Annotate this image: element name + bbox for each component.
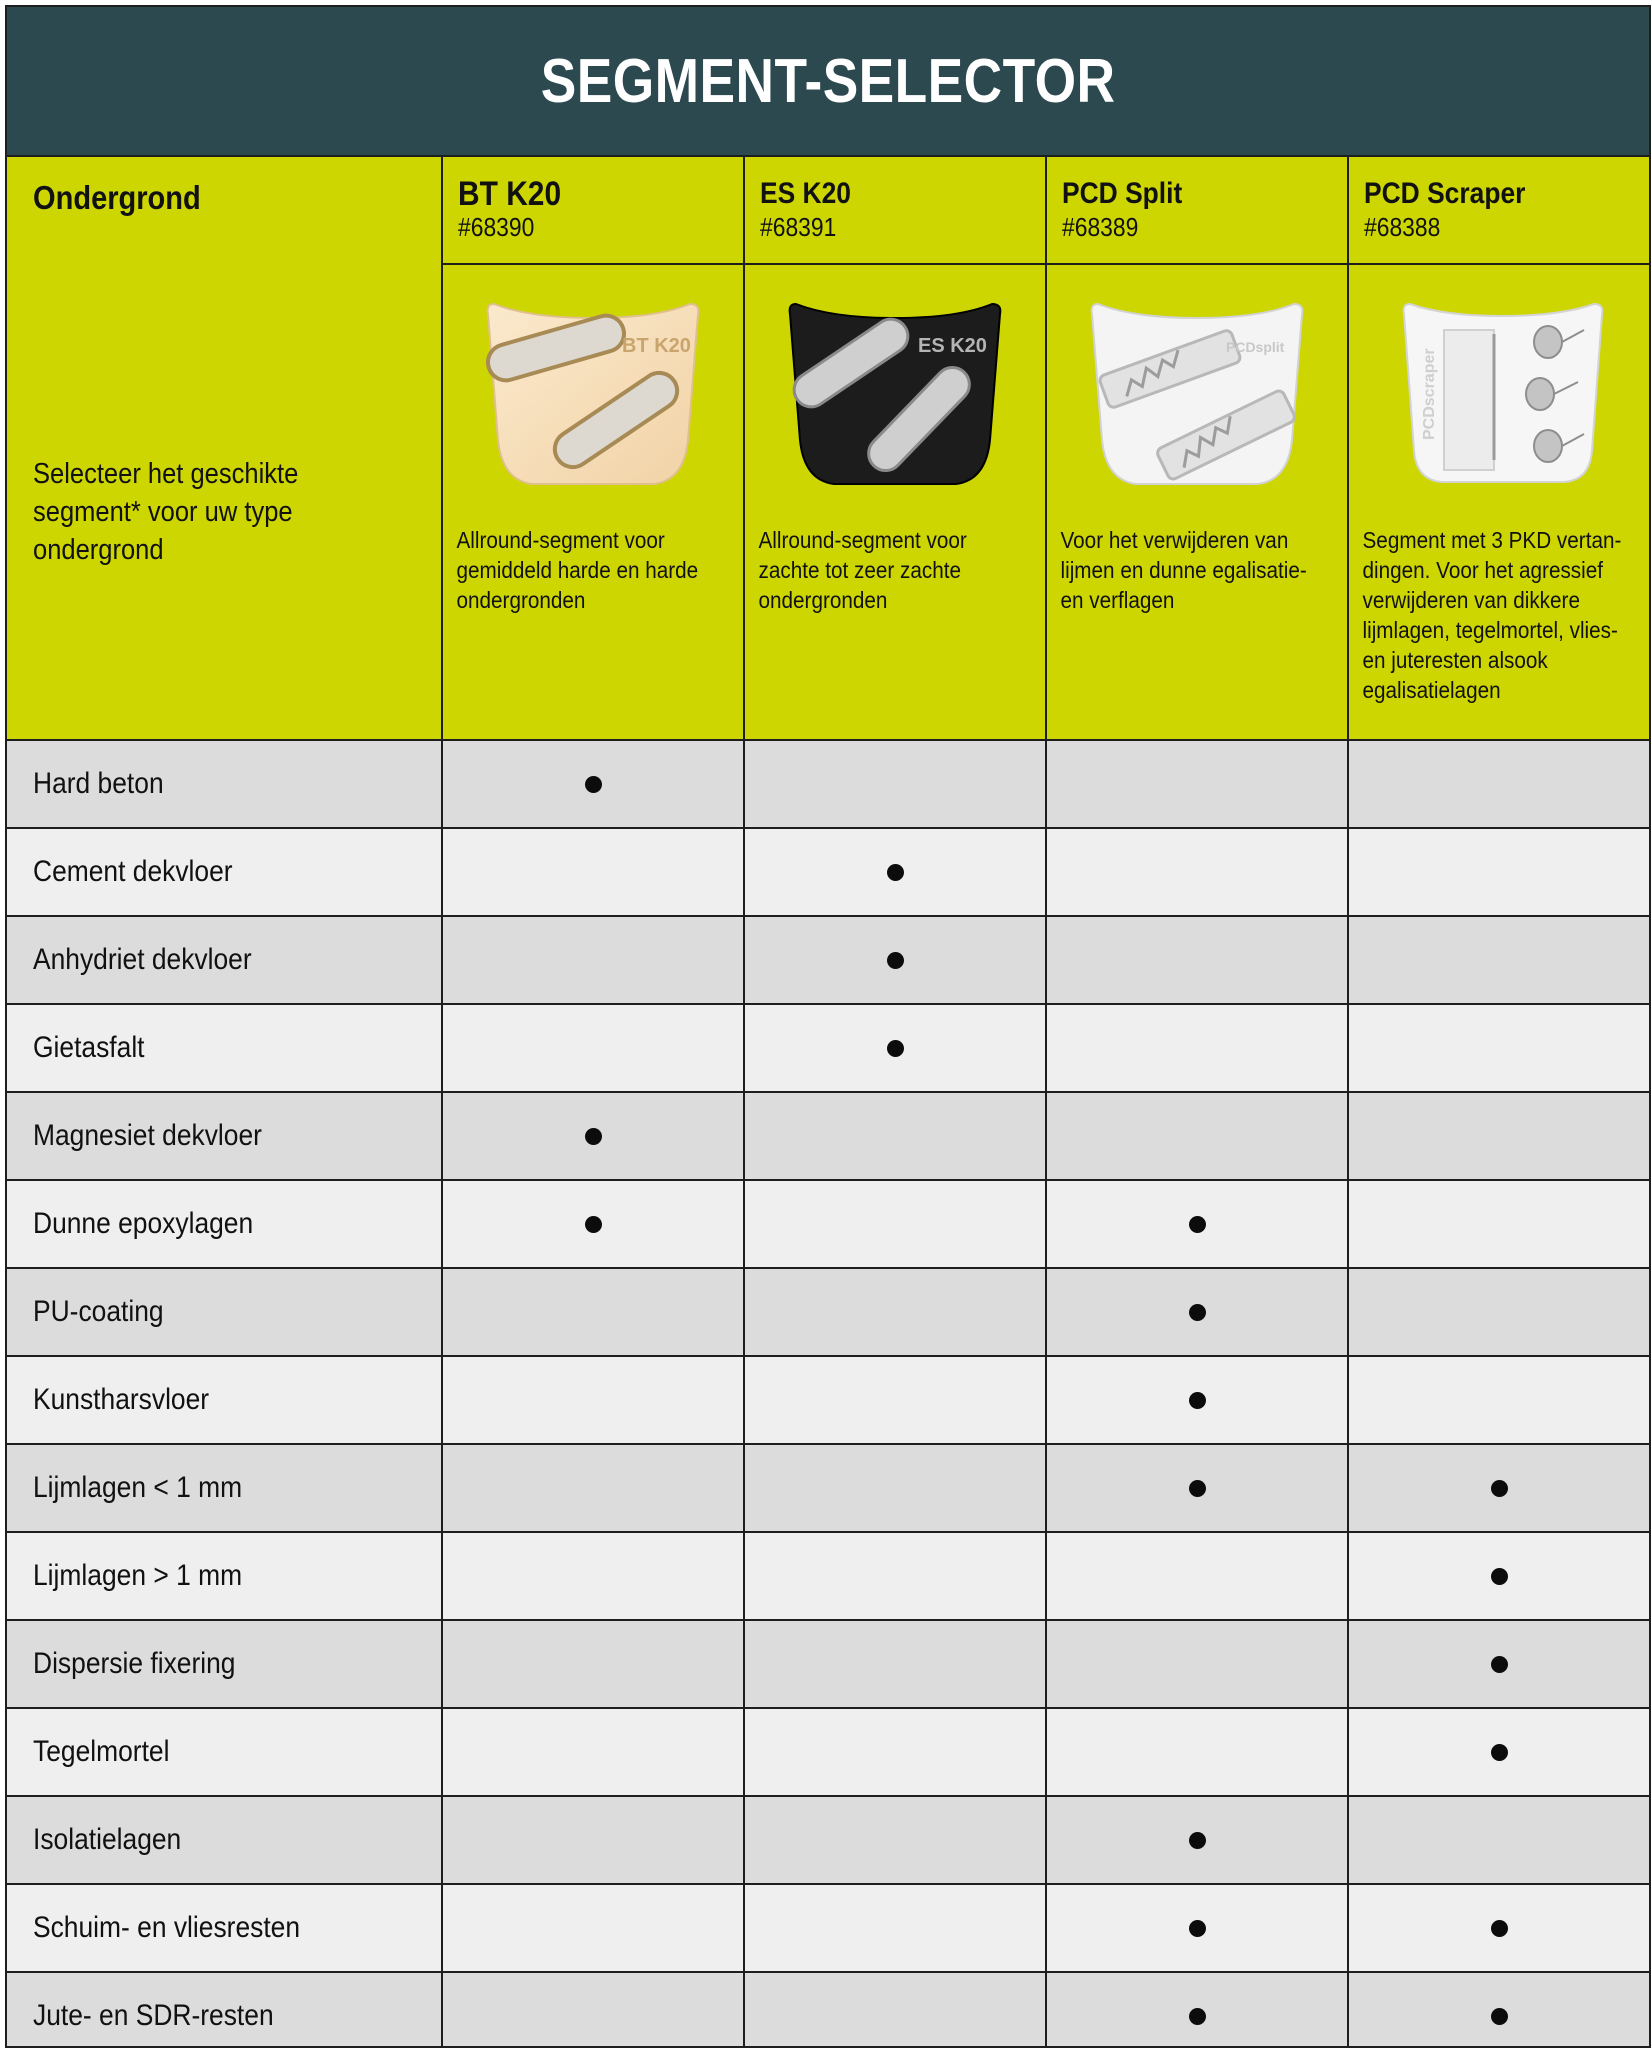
product-heading — [443, 157, 743, 265]
row-label-cell — [7, 1797, 443, 1883]
table-header — [7, 157, 1649, 741]
mark-cell — [1047, 1445, 1349, 1531]
segment-bt-k20-image — [476, 290, 710, 500]
product-heading — [745, 157, 1045, 265]
suitable-dot-icon — [585, 1128, 602, 1145]
row-label-cell — [7, 1709, 443, 1795]
mark-cell — [1349, 829, 1649, 915]
table-row — [7, 829, 1649, 917]
suitable-dot-icon — [1189, 1832, 1206, 1849]
mark-cell — [1349, 1093, 1649, 1179]
mark-cell — [443, 1445, 745, 1531]
header-left-cell — [7, 157, 443, 739]
table-row — [7, 1357, 1649, 1445]
mark-cell — [745, 917, 1047, 1003]
row-label: PU-coating — [33, 1295, 164, 1328]
mark-cell — [745, 1709, 1047, 1795]
segment-imprint: ES K20 — [918, 335, 987, 357]
row-label-cell — [7, 1885, 443, 1971]
row-label: Jute- en SDR-resten — [33, 1999, 274, 2032]
table-row — [7, 1005, 1649, 1093]
mark-cell — [1349, 1357, 1649, 1443]
product-name: ES K20 — [760, 177, 851, 210]
suitable-dot-icon — [1189, 2008, 1206, 2025]
mark-cell — [745, 1621, 1047, 1707]
suitable-dot-icon — [1189, 1216, 1206, 1233]
mark-cell — [1349, 741, 1649, 827]
table-row — [7, 1885, 1649, 1973]
mark-cell — [1349, 1005, 1649, 1091]
suitable-dot-icon — [1189, 1920, 1206, 1937]
mark-cell — [745, 1973, 1047, 2048]
row-label: Dispersie fixering — [33, 1647, 236, 1680]
product-description: Segment met 3 PKD vertan- dingen. Voor het agressief verwijderen van dikkere lijmlagen, tegelmortel, vlies- en juteresten alsook egalisatielagen — [1362, 527, 1622, 703]
row-label-cell — [7, 1621, 443, 1707]
mark-cell — [1047, 829, 1349, 915]
suitable-dot-icon — [887, 1040, 904, 1057]
mark-cell — [1349, 917, 1649, 1003]
segment-imprint: PCDscraper — [1421, 348, 1438, 440]
row-label: Dunne epoxylagen — [33, 1207, 254, 1240]
table-row — [7, 1533, 1649, 1621]
table-row — [7, 1181, 1649, 1269]
row-label: Lijmlagen < 1 mm — [33, 1471, 243, 1504]
product-name: PCD Split — [1062, 177, 1183, 210]
product-number: #68388 — [1364, 212, 1441, 242]
product-heading — [1349, 157, 1649, 265]
product-image — [745, 265, 1045, 525]
row-label: Schuim- en vliesresten — [33, 1911, 301, 1944]
row-label: Anhydriet dekvloer — [33, 943, 252, 976]
product-name: BT K20 — [458, 175, 562, 213]
suitable-dot-icon — [1189, 1304, 1206, 1321]
mark-cell — [443, 741, 745, 827]
product-image — [1349, 265, 1649, 525]
row-label: Tegelmortel — [33, 1735, 170, 1768]
mark-cell — [745, 1005, 1047, 1091]
mark-cell — [443, 1357, 745, 1443]
row-label-cell — [7, 829, 443, 915]
row-label-cell — [7, 1181, 443, 1267]
suitable-dot-icon — [1491, 1568, 1508, 1585]
mark-cell — [443, 1621, 745, 1707]
product-description: Voor het verwijderen van lijmen en dunne egalisatie- en verflagen — [1060, 527, 1307, 613]
product-description: Allround-segment voor gemiddeld harde en harde ondergronden — [456, 527, 699, 613]
suitable-dot-icon — [1189, 1480, 1206, 1497]
mark-cell — [1047, 1093, 1349, 1179]
mark-cell — [1047, 1533, 1349, 1619]
mark-cell — [1047, 1621, 1349, 1707]
row-label: Gietasfalt — [33, 1031, 145, 1064]
product-column-bt-k20 — [443, 157, 745, 739]
mark-cell — [443, 1093, 745, 1179]
segment-imprint: PCDsplit — [1226, 339, 1285, 355]
row-label-cell — [7, 1445, 443, 1531]
row-label-cell — [7, 917, 443, 1003]
product-column-es-k20 — [745, 157, 1047, 739]
product-heading — [1047, 157, 1347, 265]
product-image — [443, 265, 743, 525]
ondergrond-heading: Ondergrond — [33, 179, 201, 216]
product-number: #68389 — [1062, 212, 1139, 242]
mark-cell — [745, 829, 1047, 915]
product-column-pcd-split — [1047, 157, 1349, 739]
table-row — [7, 917, 1649, 1005]
table-row — [7, 1709, 1649, 1797]
mark-cell — [745, 1533, 1047, 1619]
row-label-cell — [7, 1357, 443, 1443]
segment-imprint: BT K20 — [622, 335, 691, 357]
table-row — [7, 1797, 1649, 1885]
product-number: #68391 — [760, 212, 837, 242]
table-row — [7, 1093, 1649, 1181]
suitable-dot-icon — [1491, 1656, 1508, 1673]
mark-cell — [745, 1797, 1047, 1883]
mark-cell — [1349, 1533, 1649, 1619]
mark-cell — [1047, 741, 1349, 827]
row-label: Lijmlagen > 1 mm — [33, 1559, 243, 1592]
mark-cell — [443, 1181, 745, 1267]
product-name: PCD Scraper — [1364, 177, 1526, 210]
mark-cell — [1349, 1181, 1649, 1267]
row-label-cell — [7, 741, 443, 827]
suitable-dot-icon — [1491, 1744, 1508, 1761]
mark-cell — [1047, 1885, 1349, 1971]
suitable-dot-icon — [1491, 1920, 1508, 1937]
mark-cell — [745, 1445, 1047, 1531]
mark-cell — [1047, 1181, 1349, 1267]
mark-cell — [1047, 1973, 1349, 2048]
mark-cell — [1349, 1797, 1649, 1883]
row-label: Kunstharsvloer — [33, 1383, 210, 1416]
suitable-dot-icon — [887, 952, 904, 969]
suitable-dot-icon — [1189, 1392, 1206, 1409]
mark-cell — [443, 1709, 745, 1795]
mark-cell — [443, 917, 745, 1003]
mark-cell — [745, 1269, 1047, 1355]
mark-cell — [1349, 1445, 1649, 1531]
mark-cell — [443, 829, 745, 915]
mark-cell — [443, 1797, 745, 1883]
row-label-cell — [7, 1005, 443, 1091]
mark-cell — [1349, 1709, 1649, 1795]
mark-cell — [745, 1357, 1047, 1443]
row-label: Cement dekvloer — [33, 855, 233, 888]
mark-cell — [1047, 1269, 1349, 1355]
product-image — [1047, 265, 1347, 525]
mark-cell — [1047, 1797, 1349, 1883]
table-row — [7, 1269, 1649, 1357]
mark-cell — [745, 1885, 1047, 1971]
row-label-cell — [7, 1533, 443, 1619]
product-column-pcd-scraper — [1349, 157, 1649, 739]
suitable-dot-icon — [1491, 1480, 1508, 1497]
table-row — [7, 1445, 1649, 1533]
row-label: Isolatielagen — [33, 1823, 182, 1856]
intro-text: Selecteer het geschikte segment* voor uw type ondergrond — [33, 458, 299, 566]
suitable-dot-icon — [887, 864, 904, 881]
mark-cell — [1047, 1709, 1349, 1795]
table-row — [7, 741, 1649, 829]
table-row — [7, 1973, 1649, 2048]
segment-es-k20-image — [778, 290, 1012, 500]
suitable-dot-icon — [1491, 2008, 1508, 2025]
mark-cell — [443, 1005, 745, 1091]
row-label-cell — [7, 1269, 443, 1355]
mark-cell — [745, 1093, 1047, 1179]
title-bar — [7, 7, 1649, 157]
mark-cell — [1349, 1269, 1649, 1355]
row-label-cell — [7, 1973, 443, 2048]
mark-cell — [443, 1885, 745, 1971]
product-number: #68390 — [458, 212, 535, 242]
segment-pcd-scraper-image — [1382, 290, 1616, 500]
suitable-dot-icon — [585, 1216, 602, 1233]
selection-table-body — [7, 741, 1649, 2048]
mark-cell — [1047, 917, 1349, 1003]
row-label: Magnesiet dekvloer — [33, 1119, 262, 1152]
mark-cell — [1047, 1005, 1349, 1091]
mark-cell — [443, 1533, 745, 1619]
page-title: SEGMENT-SELECTOR — [540, 46, 1116, 116]
mark-cell — [1349, 1973, 1649, 2048]
suitable-dot-icon — [585, 776, 602, 793]
mark-cell — [1349, 1621, 1649, 1707]
segment-pcd-split-image — [1080, 290, 1314, 500]
mark-cell — [443, 1973, 745, 2048]
product-description: Allround-segment voor zachte tot zeer zachte ondergronden — [758, 527, 967, 613]
row-label-cell — [7, 1093, 443, 1179]
mark-cell — [1349, 1885, 1649, 1971]
table-row — [7, 1621, 1649, 1709]
mark-cell — [443, 1269, 745, 1355]
segment-selector-sheet — [5, 5, 1651, 2048]
mark-cell — [745, 741, 1047, 827]
mark-cell — [745, 1181, 1047, 1267]
row-label: Hard beton — [33, 767, 164, 800]
mark-cell — [1047, 1357, 1349, 1443]
